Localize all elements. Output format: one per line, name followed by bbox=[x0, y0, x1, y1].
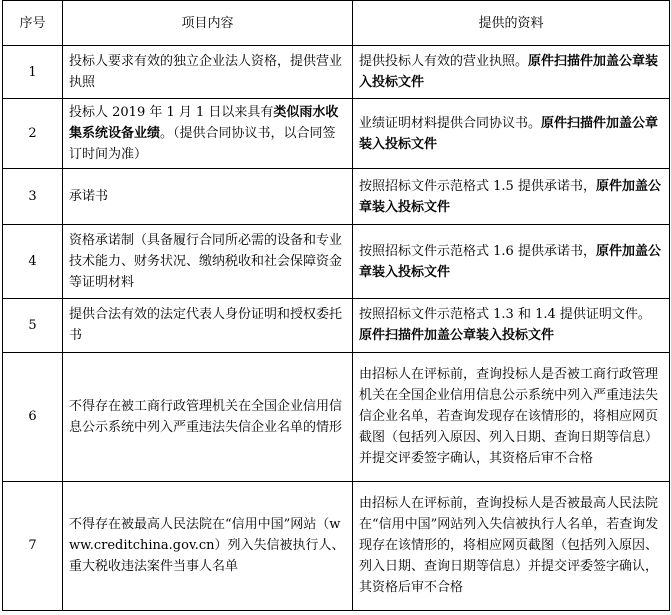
table-row bbox=[3, 225, 670, 299]
cell-text: 提供合法有效的法定代表人身份证明和授权委托书 bbox=[69, 307, 343, 344]
cell-text: 由招标人在评标前，查询投标人是否被最高人民法院在“信用中国”网站列入失信被执行人名单，若查询发现存在该情形的，将相应网页截图（包括列入原因、列入日期、查询日期等信息）并提交评委签字确认，其资格后审不合格 bbox=[359, 496, 659, 596]
cell-text: 。（提供合同协议书，以合同签订时间为准） bbox=[69, 126, 336, 163]
table-header-row bbox=[3, 1, 670, 46]
row-serial-number: 4 bbox=[3, 225, 63, 299]
cell-text: 按照招标文件示范格式 1.6 提供承诺书， bbox=[359, 243, 596, 259]
row-serial-number: 7 bbox=[3, 481, 63, 610]
row-provided-materials bbox=[353, 46, 670, 99]
emphasis-text: 类似雨水收集系统设备业绩 bbox=[69, 105, 339, 142]
table-row bbox=[3, 299, 670, 352]
row-serial-number: 1 bbox=[3, 46, 63, 99]
cell-text: 按照招标文件示范格式 1.5 提供承诺书， bbox=[359, 178, 596, 194]
row-provided-materials bbox=[353, 481, 670, 610]
row-provided-materials bbox=[353, 352, 670, 481]
row-provided-materials bbox=[353, 99, 670, 169]
row-item-content bbox=[63, 352, 353, 481]
row-provided-materials bbox=[353, 225, 670, 299]
header-serial-number: 序号 bbox=[3, 1, 63, 46]
cell-text: 投标人要求有效的独立企业法人资格，提供营业执照 bbox=[69, 54, 343, 91]
header-provided-materials: 提供的资料 bbox=[353, 1, 670, 46]
table-row bbox=[3, 46, 670, 99]
row-provided-materials bbox=[353, 299, 670, 352]
emphasis-text: 原件加盖公章装入投标文件 bbox=[359, 243, 661, 280]
row-item-content bbox=[63, 169, 353, 225]
header-item-content: 项目内容 bbox=[63, 1, 353, 46]
qualification-requirements-table bbox=[2, 0, 670, 611]
cell-text: 按照招标文件示范格式 1.3 和 1.4 提供证明文件。 bbox=[359, 307, 651, 323]
row-item-content bbox=[63, 46, 353, 99]
row-serial-number: 6 bbox=[3, 352, 63, 481]
row-provided-materials bbox=[353, 169, 670, 225]
table-row bbox=[3, 99, 670, 169]
cell-text: 不得存在被工商行政管理机关在全国企业信用信息公示系统中列入严重违法失信企业名单的情形 bbox=[69, 398, 343, 435]
emphasis-text: 原件扫描件加盖公章装入投标文件 bbox=[359, 54, 659, 91]
emphasis-text: 原件扫描件加盖公章装入投标文件 bbox=[359, 328, 555, 344]
row-item-content bbox=[63, 299, 353, 352]
row-serial-number: 2 bbox=[3, 99, 63, 169]
cell-text: 资格承诺制（具备履行合同所必需的设备和专业技术能力、财务状况、缴纳税收和社会保障资金等证明材料 bbox=[69, 233, 343, 291]
row-serial-number: 3 bbox=[3, 169, 63, 225]
cell-text: 不得存在被最高人民法院在“信用中国”网站（www.creditchina.gov.cn）列入失信被执行人、重大税收违法案件当事人名单 bbox=[69, 517, 345, 575]
row-item-content bbox=[63, 481, 353, 610]
emphasis-text: 原件加盖公章装入投标文件 bbox=[359, 178, 661, 215]
cell-text: 提供投标人有效的营业执照。 bbox=[359, 54, 529, 70]
row-serial-number: 5 bbox=[3, 299, 63, 352]
table-row bbox=[3, 481, 670, 610]
cell-text: 承诺书 bbox=[69, 189, 109, 205]
cell-text: 由招标人在评标前，查询投标人是否被工商行政管理机关在全国企业信用信息公示系统中列入严重违法失信企业名单，若查询发现存在该情形的，将相应网页截图（包括列入原因、列入日期、查询日期等信息）并提交评委签字确认，其资格后审不合格 bbox=[359, 367, 659, 467]
table-row bbox=[3, 352, 670, 481]
cell-text: 投标人 2019 年 1 月 1 日以来具有 bbox=[69, 105, 274, 121]
emphasis-text: 原件扫描件加盖公章装入投标文件 bbox=[359, 115, 659, 152]
row-item-content bbox=[63, 99, 353, 169]
cell-text: 业绩证明材料提供合同协议书。 bbox=[359, 115, 542, 131]
table-row bbox=[3, 169, 670, 225]
row-item-content bbox=[63, 225, 353, 299]
